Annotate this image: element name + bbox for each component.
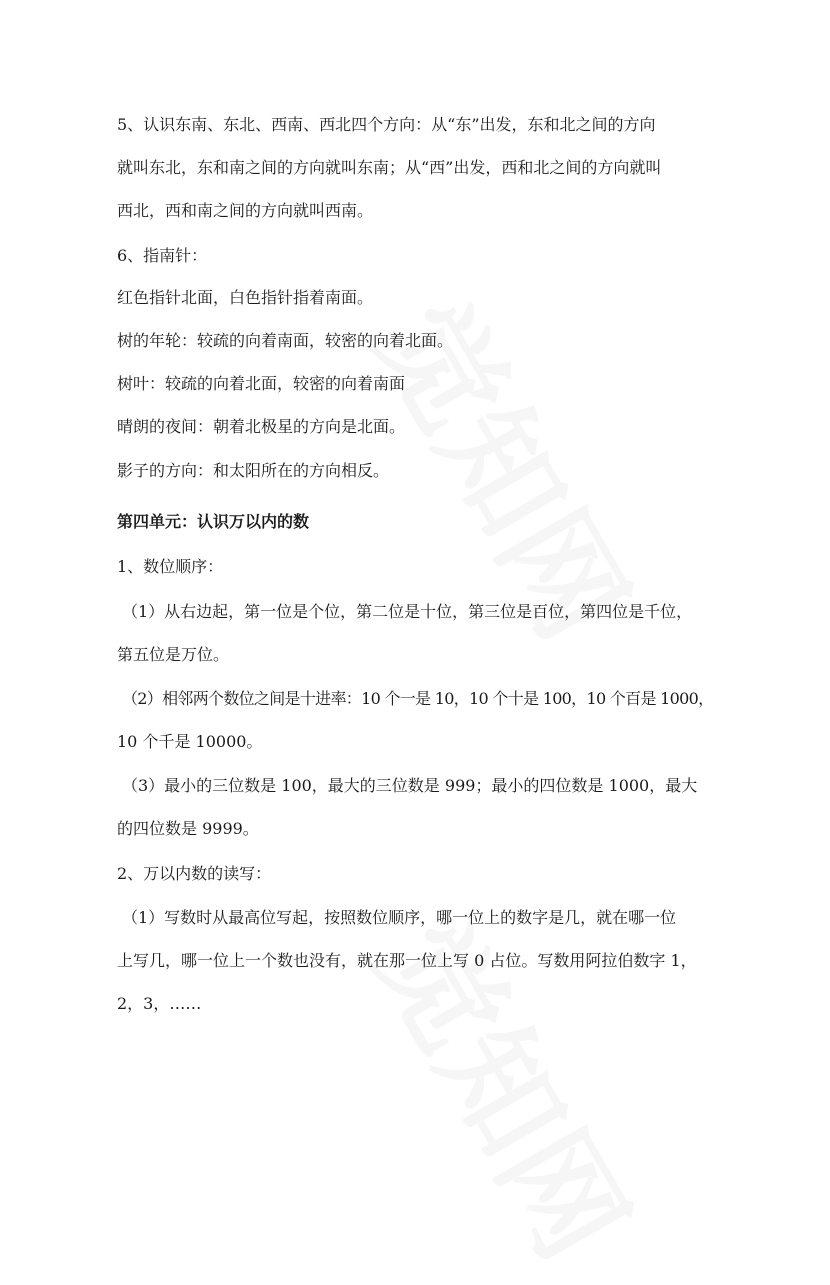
- text-line: 就叫东北，东和南之间的方向就叫东南；从“西”出发，西和北之间的方向就叫: [117, 158, 662, 177]
- text-line: （2）相邻两个数位之间是十进率：10 个一是 10，10 个十是 100，10 个百是 1000，: [122, 689, 714, 708]
- text-line: 红色指针北面，白色指针指着南面。: [117, 288, 374, 307]
- text-line: 西北，西和南之间的方向就叫西南。: [117, 201, 374, 220]
- text-line: 6、指南针：: [117, 246, 208, 265]
- text-line: 5、认识东南、东北、西南、西北四个方向：从“东”出发，东和北之间的方向: [117, 115, 656, 134]
- text-line: 10 个千是 10000。: [117, 732, 263, 751]
- text-line: 树叶：较疏的向着北面，较密的向着南面: [117, 374, 406, 393]
- text-line: （1）写数时从最高位写起，按照数位顺序，哪一位上的数字是几，就在哪一位: [122, 908, 677, 927]
- text-line: 影子的方向：和太阳所在的方向相反。: [117, 461, 390, 480]
- text-line: 的四位数是 9999。: [117, 819, 259, 838]
- text-line: （3）最小的三位数是 100，最大的三位数是 999；最小的四位数是 1000，最大: [122, 776, 698, 795]
- text-line: 晴朗的夜间：朝着北极星的方向是北面。: [117, 417, 406, 436]
- text-line: 上写几，哪一位上一个数也没有，就在那一位上写 0 占位。写数用阿拉伯数字 1，: [117, 951, 697, 970]
- text-line: 2，3，……: [117, 994, 202, 1013]
- text-line: 2、万以内数的读写：: [117, 864, 272, 883]
- section-heading: 第四单元：认识万以内的数: [117, 512, 310, 531]
- text-line: 第五位是万位。: [117, 645, 230, 664]
- text-line: 1、数位顺序：: [117, 557, 224, 576]
- text-line: 树的年轮：较疏的向着南面，较密的向着北面。: [117, 331, 454, 350]
- watermark: [346, 887, 675, 1285]
- text-line: （1）从右边起，第一位是个位，第二位是十位，第三位是百位，第四位是千位，: [122, 602, 693, 621]
